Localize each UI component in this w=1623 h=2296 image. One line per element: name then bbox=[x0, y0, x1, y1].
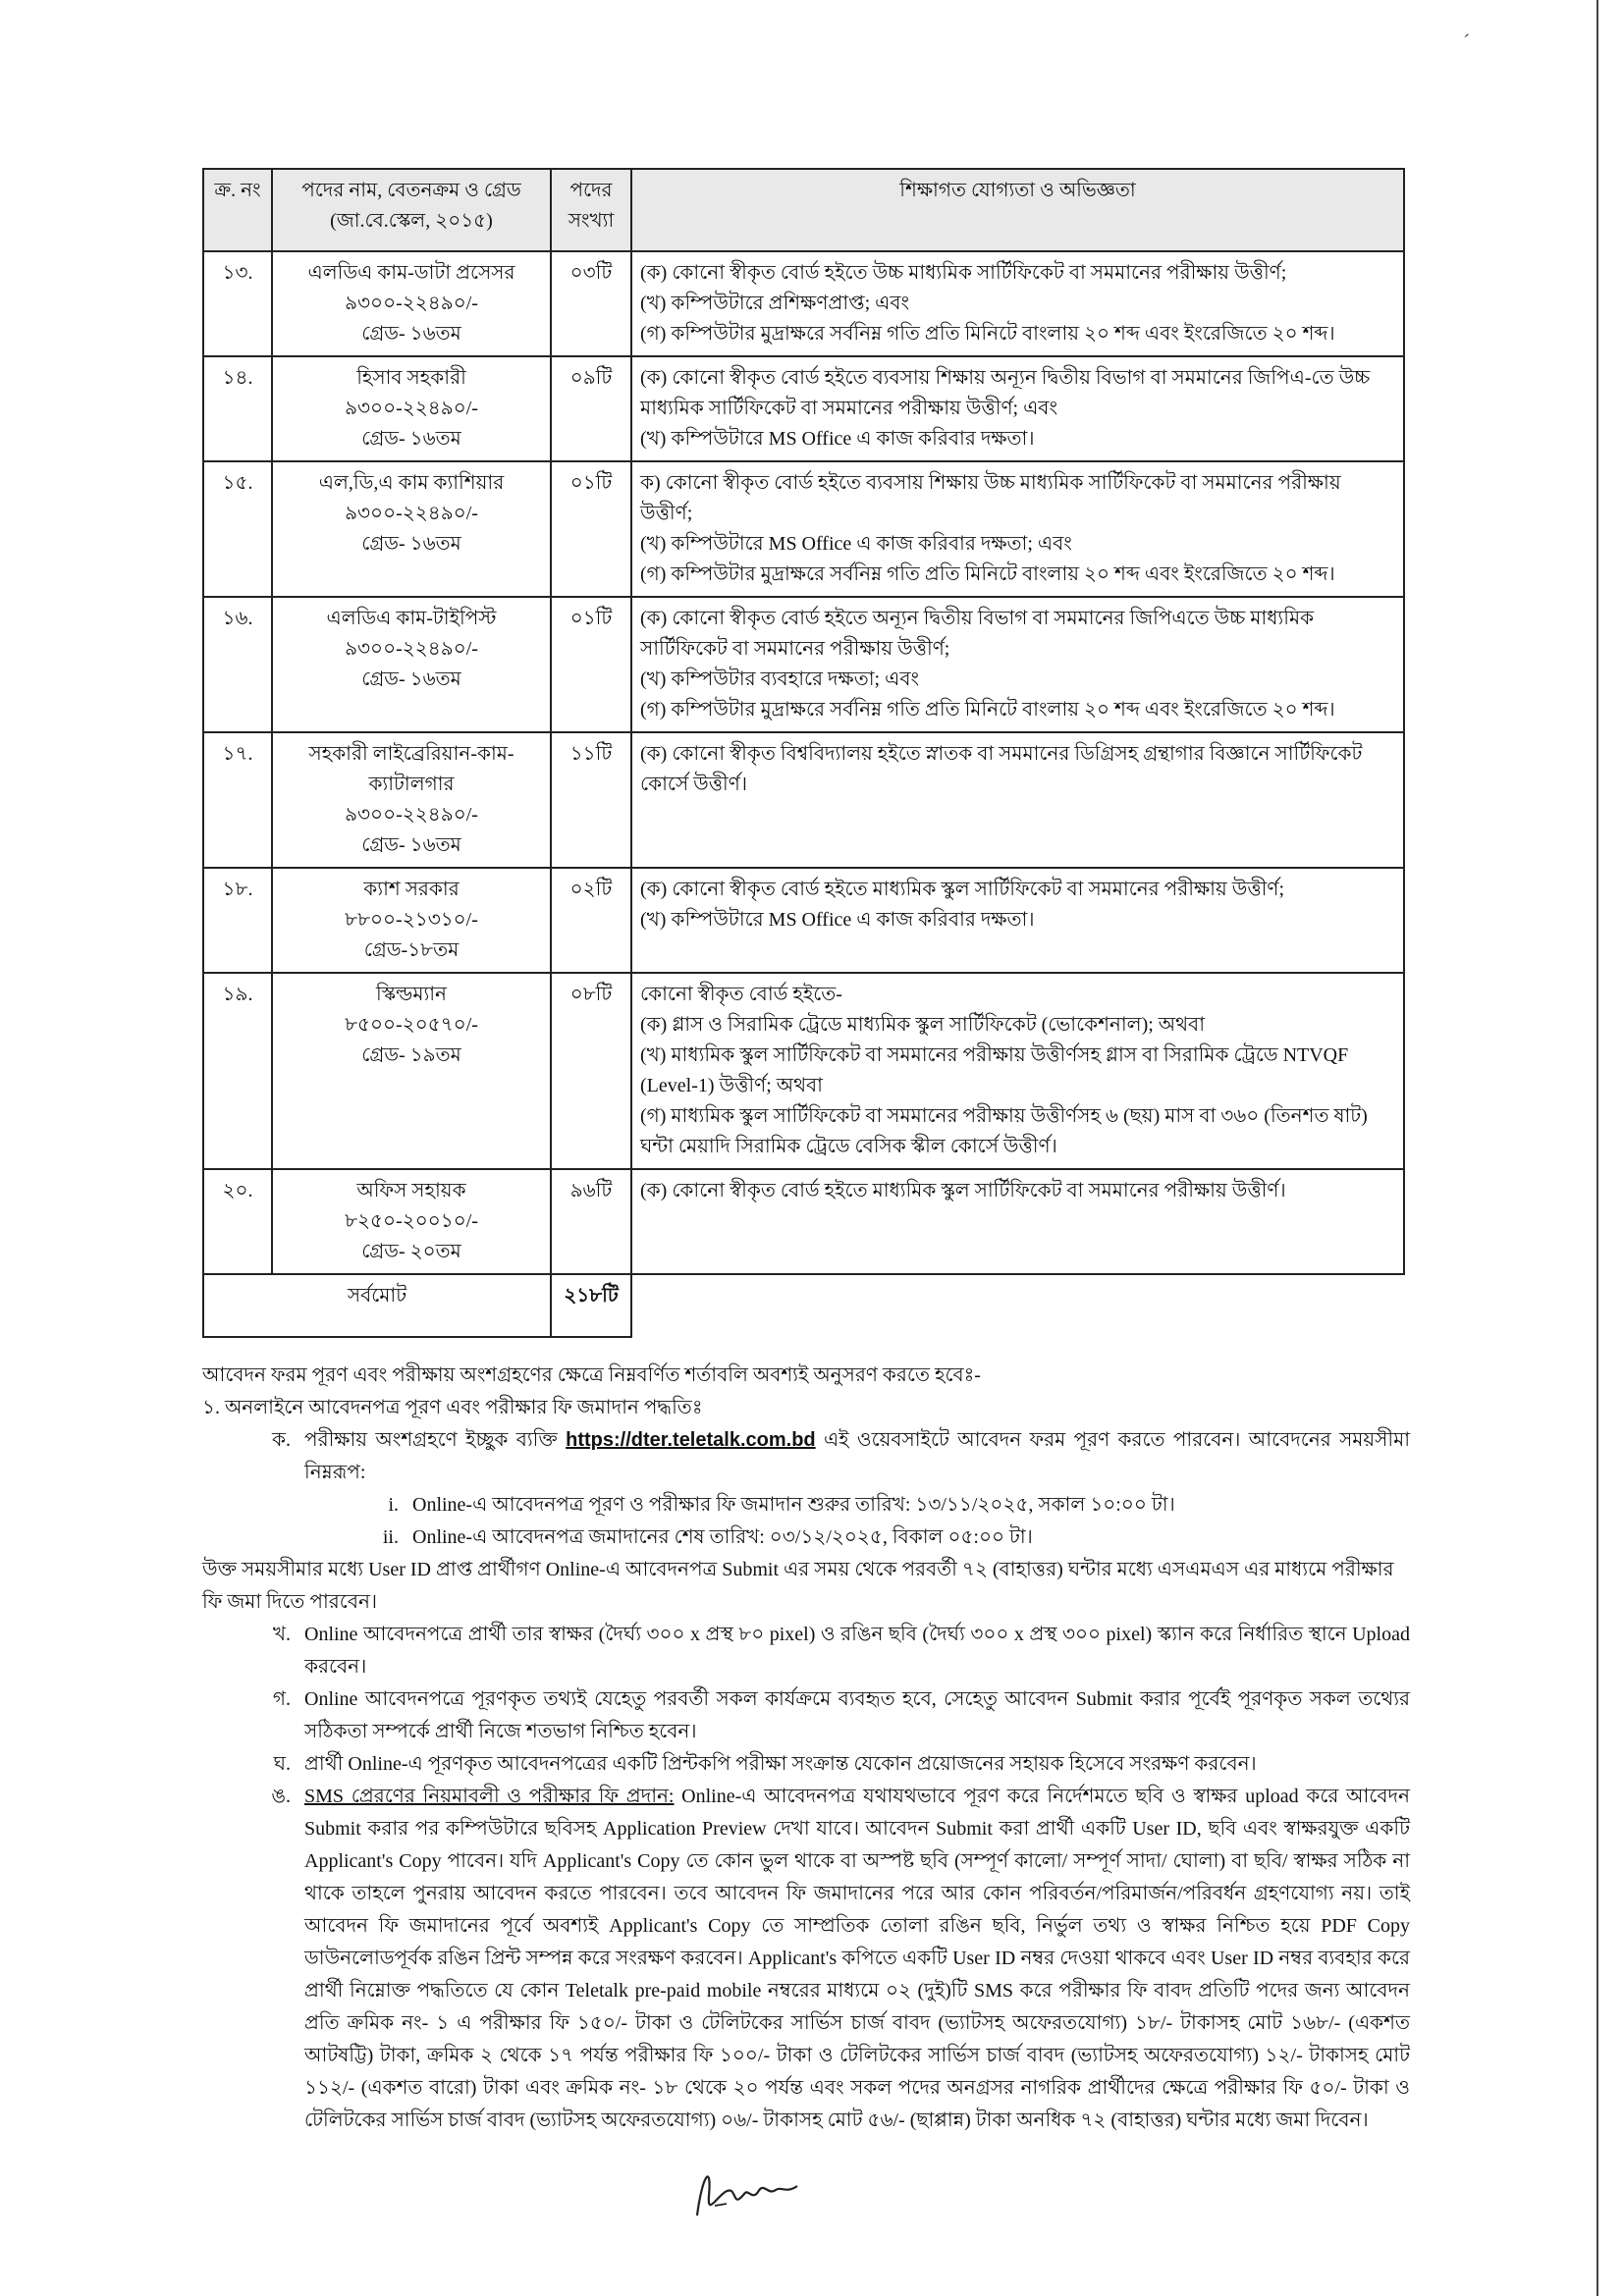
grade: গ্রেড- ১৯তম bbox=[361, 1044, 461, 1066]
qualification-line: ক) কোনো স্বীকৃত বোর্ড হইতে ব্যবসায় শিক্ষায় উচ্চ মাধ্যমিক সার্টিফিকেট বা সমমানের পরীক্ষায় উত্তীর্ণ; bbox=[640, 472, 1341, 524]
post-name: স্কিল্ডম্যান bbox=[376, 984, 447, 1005]
qualification-cell bbox=[631, 1169, 1404, 1274]
header-post bbox=[272, 169, 551, 251]
count-cell: ০৯টি bbox=[551, 356, 631, 461]
table-row bbox=[203, 461, 1404, 597]
count-cell: ১১টি bbox=[551, 732, 631, 868]
total-label: সর্বমোট bbox=[203, 1274, 551, 1337]
serial-cell: ১৭. bbox=[203, 732, 272, 868]
item-label: গ. bbox=[272, 1688, 291, 1710]
qualification-cell bbox=[631, 251, 1404, 356]
serial-cell: ১৮. bbox=[203, 868, 272, 973]
post-name: অফিস সহায়ক bbox=[356, 1180, 466, 1201]
post-name: হিসাব সহকারী bbox=[356, 367, 466, 389]
section-1-title: অনলাইনে আবেদনপত্র পূরণ এবং পরীক্ষার ফি জমাদান পদ্ধতিঃ bbox=[224, 1397, 703, 1418]
page-content bbox=[202, 0, 1411, 2265]
table-header-row bbox=[203, 169, 1404, 251]
item-label: ঘ. bbox=[273, 1753, 291, 1775]
post-name: এলডিএ কাম-ডাটা প্রসেসর bbox=[307, 262, 515, 284]
item-uma bbox=[242, 1781, 1410, 2137]
pay-scale: ৮৮০০-২১৩১০/- bbox=[345, 909, 478, 931]
section-1-label: ১. bbox=[202, 1397, 220, 1418]
table-row bbox=[203, 973, 1404, 1169]
grade: গ্রেড- ১৬তম bbox=[361, 668, 461, 690]
item-kha bbox=[242, 1619, 1410, 1683]
qualification-line: (ক) কোনো স্বীকৃত বোর্ড হইতে উচ্চ মাধ্যমিক সার্টিফিকেট বা সমমানের পরীক্ষায় উত্তীর্ণ; bbox=[640, 262, 1287, 284]
item-ka-i bbox=[350, 1489, 1410, 1522]
item-text: Online আবেদনপত্রে প্রার্থী তার স্বাক্ষর (দৈর্ঘ্য ৩০০ x প্রস্থ ৮০ pixel) ও রঙিন ছবি (দৈর্ঘ্য ৩০০ x প্রস্থ ৩০০ pixel) স্ক্যান করে নির্ধারিত স্থানে Upload করবেন। bbox=[304, 1624, 1410, 1678]
qualification-cell bbox=[631, 461, 1404, 597]
item-ka-ii bbox=[350, 1522, 1410, 1554]
qualification-cell bbox=[631, 597, 1404, 732]
item-text: Online-এ আবেদনপত্র যথাযথভাবে পূরণ করে নির্দেশমতে ছবি ও স্বাক্ষর upload করে আবেদন Submit করার পর কম্পিউটারে ছবিসহ Application Preview দেখা যাবে। আবেদন Submit করা প্রার্থী একটি User ID, ছবি এবং স্বাক্ষরযুক্ত একটি Applicant's Copy পাবেন। যদি Applicant's Copy তে কোন ভুল থাকে বা অস্পষ্ট ছবি (সম্পূর্ণ কালো/ সম্পূর্ণ সাদা/ ঘোলা) বা ছবি/ স্বাক্ষর সঠিক না থাকে তাহলে পুনরায় আবেদন করতে পারবেন। তবে আবেদন ফি জমাদানের পরে আর কোন পরিবর্তন/পরিমার্জন/পরিবর্ধন গ্রহণযোগ্য নয়। তাই আবেদন ফি জমাদানের পূর্বে অবশ্যই Applicant's Copy তে সাম্প্রতিক তোলা রঙিন ছবি, নির্ভুল তথ্য ও স্বাক্ষর নিশ্চিত হয়ে PDF Copy ডাউনলোডপূর্বক রঙিন প্রিন্ট সম্পন্ন করে সংরক্ষণ করবেন। Applicant's কপিতে একটি User ID নম্বর দেওয়া থাকবে এবং User ID নম্বর ব্যবহার করে প্রার্থী নিম্নোক্ত পদ্ধতিতে যে কোন Teletalk pre-paid mobile নম্বরের মাধ্যমে ০২ (দুই)টি SMS করে পরীক্ষার ফি বাবদ প্রতিটি পদের জন্য আবেদন প্রতি ক্রমিক নং- ১ এ পরীক্ষার ফি ১৫০/- টাকা ও টেলিটকের সার্ভিস চার্জ বাবদ (ভ্যাটসহ অফেরতযোগ্য) ১৮/- টাকাসহ মোট ১৬৮/- (একশত আটষট্টি) টাকা, ক্রমিক ২ থেকে ১৭ পর্যন্ত পরীক্ষার ফি ১০০/- টাকা ও টেলিটকের সার্ভিস চার্জ বাবদ (ভ্যাটসহ অফেরতযোগ্য) ১২/- টাকাসহ মোট ১১২/- (একশত বারো) টাকা এবং ক্রমিক নং- ১৮ থেকে ২০ পর্যন্ত এবং সকল পদের অনগ্রসর নাগরিক প্রার্থীদের ক্ষেত্রে পরীক্ষার ফি ৫০/- টাকা ও টেলিটকের সার্ভিস চার্জ বাবদ (ভ্যাটসহ অফেরতযোগ্য) ০৬/- টাকাসহ মোট ৫৬/- (ছাপ্পান্ন) টাকা অনধিক ৭২ (বাহাত্তর) ঘন্টার মধ্যে জমা দিবেন। bbox=[304, 1786, 1410, 2131]
post-cell bbox=[272, 597, 551, 732]
count-cell: ০১টি bbox=[551, 597, 631, 732]
table-row bbox=[203, 1169, 1404, 1274]
post-name: এল,ডি,এ কাম ক্যাশিয়ার bbox=[318, 472, 505, 494]
qualification-line: (ক) কোনো স্বীকৃত বোর্ড হইতে ব্যবসায় শিক্ষায় অন্যূন দ্বিতীয় বিভাগ বা সমমানের জিপিএ-তে উচ্চ মাধ্যমিক সার্টিফিকেট বা সমমানের পরীক্ষায় উত্তীর্ণ; এবং bbox=[640, 367, 1371, 419]
instructions bbox=[202, 1360, 1410, 2137]
count-cell: ০৮টি bbox=[551, 973, 631, 1169]
table-row bbox=[203, 356, 1404, 461]
qualification-line: (ক) কোনো স্বীকৃত বোর্ড হইতে মাধ্যমিক স্কুল সার্টিফিকেট বা সমমানের পরীক্ষায় উত্তীর্ণ। bbox=[640, 1180, 1286, 1201]
posts-table bbox=[202, 168, 1405, 1338]
sms-heading: SMS প্রেরণের নিয়মাবলী ও পরীক্ষার ফি প্রদান: bbox=[304, 1786, 675, 1807]
qualification-cell bbox=[631, 868, 1404, 973]
serial-cell: ১৬. bbox=[203, 597, 272, 732]
post-name: ক্যাশ সরকার bbox=[363, 879, 460, 900]
serial-cell: ১৩. bbox=[203, 251, 272, 356]
qualification-line: (গ) মাধ্যমিক স্কুল সার্টিফিকেট বা সমমানের পরীক্ষায় উত্তীর্ণসহ ৬ (ছয়) মাস বা ৩৬০ (তিনশত ষাট) ঘন্টা মেয়াদি সিরামিক ট্রেডে বেসিক স্কীল কোর্সে উত্তীর্ণ। bbox=[640, 1105, 1368, 1157]
qualification-line: কোনো স্বীকৃত বোর্ড হইতে- bbox=[640, 984, 842, 1005]
pay-scale: ৮৫০০-২০৫৭০/- bbox=[345, 1014, 478, 1036]
qualification-line: (খ) কম্পিউটার ব্যবহারে দক্ষতা; এবং bbox=[640, 668, 920, 690]
grade: গ্রেড- ১৬তম bbox=[361, 323, 461, 345]
serial-cell: ২০. bbox=[203, 1169, 272, 1274]
grade: গ্রেড-১৮তম bbox=[363, 939, 460, 961]
qualification-line: (গ) কম্পিউটার মুদ্রাক্ষরে সর্বনিম্ন গতি প্রতি মিনিটে বাংলায় ২০ শব্দ এবং ইংরেজিতে ২০ শব্দ। bbox=[640, 563, 1335, 585]
item-label: খ. bbox=[272, 1624, 291, 1645]
section-1 bbox=[202, 1392, 1410, 1424]
item-text: Online আবেদনপত্রে পূরণকৃত তথ্যই যেহেতু পরবর্তী সকল কার্যক্রমে ব্যবহৃত হবে, সেহেতু আবেদন Submit করার পূর্বেই পূরণকৃত সকল তথ্যের সঠিকতা সম্পর্কে প্রার্থী নিজে শতভাগ নিশ্চিত হবেন। bbox=[304, 1688, 1410, 1742]
header-post-title: পদের নাম, বেতনক্রম ও গ্রেড bbox=[301, 180, 521, 201]
pay-scale: ৯৩০০-২২৪৯০/- bbox=[345, 398, 478, 419]
item-label: ক. bbox=[272, 1429, 291, 1451]
item-text: Online-এ আবেদনপত্র পূরণ ও পরীক্ষার ফি জমাদান শুরুর তারিখ: ১৩/১১/২০২৫, সকাল ১০:০০ টা। bbox=[412, 1494, 1175, 1516]
item-text: Online-এ আবেদনপত্র জমাদানের শেষ তারিখ: ০৩/১২/২০২৫, বিকাল ০৫:০০ টা। bbox=[412, 1526, 1033, 1548]
item-label: ঙ. bbox=[271, 1786, 291, 1807]
post-name: সহকারী লাইব্রেরিয়ান-কাম-ক্যাটালগার bbox=[308, 743, 514, 795]
page-edge-line bbox=[1596, 0, 1598, 2296]
qualification-line: (ক) গ্লাস ও সিরামিক ট্রেডে মাধ্যমিক স্কুল সার্টিফিকেট (ভোকেশনাল); অথবা bbox=[640, 1014, 1205, 1036]
item-text: এই ওয়েবসাইটে আবেদন ফরম পূরণ করতে পারবেন। আবেদনের সময়সীমা নিম্নরূপ: bbox=[304, 1429, 1411, 1483]
pay-scale: ৮২৫০-২০০১০/- bbox=[345, 1210, 478, 1232]
serial-cell: ১৪. bbox=[203, 356, 272, 461]
grade: গ্রেড- ২০তম bbox=[361, 1241, 461, 1262]
qualification-line: (ক) কোনো স্বীকৃত বোর্ড হইতে মাধ্যমিক স্কুল সার্টিফিকেট বা সমমানের পরীক্ষায় উত্তীর্ণ; bbox=[640, 879, 1285, 900]
post-cell bbox=[272, 732, 551, 868]
grade: গ্রেড- ১৬তম bbox=[361, 428, 461, 450]
post-cell bbox=[272, 356, 551, 461]
item-ka-note: উক্ত সময়সীমার মধ্যে User ID প্রাপ্ত প্রার্থীগণ Online-এ আবেদনপত্র Submit এর সময় থেকে পরবর্তী ৭২ (বাহাত্তর) ঘন্টার মধ্যে এসএমএস এর মাধ্যমে পরীক্ষার ফি জমা দিতে পারবেন। bbox=[202, 1559, 1394, 1613]
post-cell bbox=[272, 1169, 551, 1274]
qualification-line: (ক) কোনো স্বীকৃত বিশ্ববিদ্যালয় হইতে স্নাতক বা সমমানের ডিগ্রিসহ গ্রন্থাগার বিজ্ঞানে সার্টিফিকেট কোর্সে উত্তীর্ণ। bbox=[640, 743, 1363, 795]
table-row bbox=[203, 597, 1404, 732]
signature-icon bbox=[687, 2157, 805, 2225]
serial-cell: ১৯. bbox=[203, 973, 272, 1169]
qualification-line: (গ) কম্পিউটার মুদ্রাক্ষরে সর্বনিম্ন গতি প্রতি মিনিটে বাংলায় ২০ শব্দ এবং ইংরেজিতে ২০ শব্দ। bbox=[640, 323, 1335, 345]
item-label: i. bbox=[388, 1494, 399, 1516]
post-cell bbox=[272, 461, 551, 597]
qualification-line: (গ) কম্পিউটার মুদ্রাক্ষরে সর্বনিম্ন গতি প্রতি মিনিটে বাংলায় ২০ শব্দ এবং ইংরেজিতে ২০ শব্দ। bbox=[640, 699, 1335, 721]
count-cell: ০১টি bbox=[551, 461, 631, 597]
post-cell bbox=[272, 868, 551, 973]
pay-scale: ৯৩০০-২২৪৯০/- bbox=[345, 503, 478, 524]
qualification-cell bbox=[631, 973, 1404, 1169]
table-row bbox=[203, 251, 1404, 356]
post-cell bbox=[272, 251, 551, 356]
qualification-line: (ক) কোনো স্বীকৃত বোর্ড হইতে অন্যূন দ্বিতীয় বিভাগ বা সমমানের জিপিএতে উচ্চ মাধ্যমিক সার্টিফিকেট বা সমমানের পরীক্ষায় উত্তীর্ণ; bbox=[640, 608, 1315, 660]
instructions-intro: আবেদন ফরম পূরণ এবং পরীক্ষায় অংশগ্রহণের ক্ষেত্রে নিম্নবর্ণিত শর্তাবলি অবশ্যই অনুসরণ করতে হবেঃ- bbox=[202, 1364, 981, 1386]
item-label: ii. bbox=[382, 1526, 399, 1548]
header-post-scale: (জা.বে.স্কেল, ২০১৫) bbox=[330, 210, 493, 232]
pay-scale: ৯৩০০-২২৪৯০/- bbox=[345, 293, 478, 314]
item-ka bbox=[242, 1424, 1410, 1489]
qualification-cell bbox=[631, 732, 1404, 868]
qualification-line: (খ) কম্পিউটারে প্রশিক্ষণপ্রাপ্ত; এবং bbox=[640, 293, 910, 314]
item-gha bbox=[242, 1748, 1410, 1781]
serial-cell: ১৫. bbox=[203, 461, 272, 597]
count-cell: ৯৬টি bbox=[551, 1169, 631, 1274]
grade: গ্রেড- ১৬তম bbox=[361, 533, 461, 555]
post-name: এলডিএ কাম-টাইপিস্ট bbox=[326, 608, 497, 629]
pay-scale: ৯৩০০-২২৪৯০/- bbox=[345, 804, 478, 826]
pay-scale: ৯৩০০-২২৪৯০/- bbox=[345, 638, 478, 660]
item-text: প্রার্থী Online-এ পূরণকৃত আবেদনপত্রের একটি প্রিন্টকপি পরীক্ষা সংক্রান্ত যেকোন প্রয়োজনের সহায়ক হিসেবে সংরক্ষণ করবেন। bbox=[304, 1753, 1257, 1775]
scan-mark: ˊ bbox=[1463, 29, 1471, 54]
qualification-line: (খ) কম্পিউটারে MS Office এ কাজ করিবার দক্ষতা; এবং bbox=[640, 533, 1072, 555]
table-row bbox=[203, 732, 1404, 868]
total-row bbox=[203, 1274, 1404, 1337]
count-cell: ০৩টি bbox=[551, 251, 631, 356]
total-value: ২১৮টি bbox=[551, 1274, 631, 1337]
qualification-cell bbox=[631, 356, 1404, 461]
grade: গ্রেড- ১৬তম bbox=[361, 834, 461, 856]
header-count: পদের সংখ্যা bbox=[551, 169, 631, 251]
qualification-line: (খ) কম্পিউটারে MS Office এ কাজ করিবার দক্ষতা। bbox=[640, 428, 1035, 450]
table-row bbox=[203, 868, 1404, 973]
header-serial: ক্র. নং bbox=[203, 169, 272, 251]
item-text: পরীক্ষায় অংশগ্রহণে ইচ্ছুক ব্যক্তি bbox=[304, 1429, 567, 1451]
qualification-line: (খ) মাধ্যমিক স্কুল সার্টিফিকেট বা সমমানের পরীক্ষায় উত্তীর্ণসহ গ্লাস বা সিরামিক ট্রেডে NTVQF (Level-1) উত্তীর্ণ; অথবা bbox=[640, 1044, 1349, 1096]
post-cell bbox=[272, 973, 551, 1169]
header-qualification: শিক্ষাগত যোগ্যতা ও অভিজ্ঞতা bbox=[631, 169, 1404, 251]
item-ga bbox=[242, 1683, 1410, 1748]
qualification-line: (খ) কম্পিউটারে MS Office এ কাজ করিবার দক্ষতা। bbox=[640, 909, 1035, 931]
teletalk-link[interactable]: https://dter.teletalk.com.bd bbox=[566, 1429, 816, 1451]
count-cell: ০২টি bbox=[551, 868, 631, 973]
